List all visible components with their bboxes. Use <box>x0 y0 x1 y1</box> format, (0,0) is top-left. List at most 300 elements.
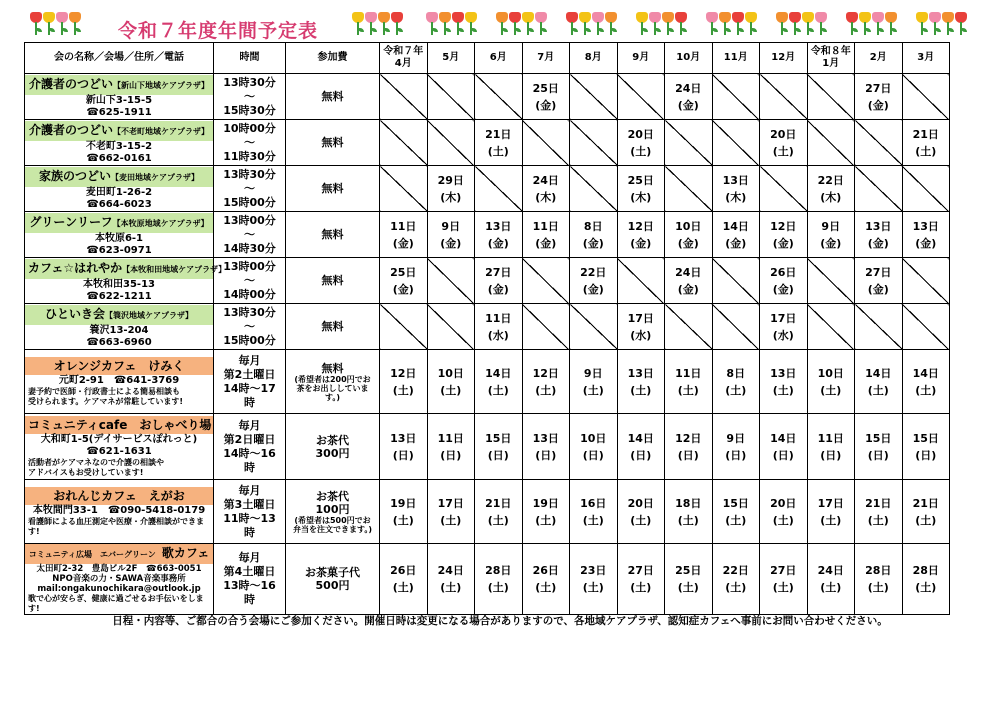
header-row <box>25 43 950 74</box>
venue-title: 家族のつどい <box>38 168 111 183</box>
tulip-icon <box>452 12 464 38</box>
date-cell <box>760 120 808 166</box>
time-cell <box>214 258 286 304</box>
date-cell <box>712 166 760 212</box>
date-day: 22日 <box>722 564 749 577</box>
date-cell <box>712 544 760 615</box>
date-day: 20日 <box>770 127 797 141</box>
no-session-cell <box>617 74 665 120</box>
venue-cell <box>25 74 214 120</box>
date-cell <box>855 414 903 480</box>
date-weekday: (土) <box>392 513 414 527</box>
no-session-cell <box>427 258 475 304</box>
tulip-icon <box>509 12 521 38</box>
tulip-group-2 <box>426 8 478 38</box>
tulip-icon <box>815 12 827 38</box>
date-weekday: (金) <box>392 236 414 250</box>
date-day: 13日 <box>770 366 797 380</box>
date-cell <box>855 350 903 414</box>
tulip-icon <box>802 12 814 38</box>
venue-title: 介護者のつどい <box>28 122 113 137</box>
tulip-icon <box>706 12 718 38</box>
date-weekday: (水) <box>630 328 652 342</box>
no-session-cell <box>570 304 618 350</box>
time-line: 15時30分 <box>223 103 276 117</box>
date-cell <box>712 480 760 544</box>
venue-title: カフェ☆はれやか <box>28 260 123 275</box>
date-weekday: (木) <box>630 190 652 204</box>
date-weekday: (金) <box>677 236 699 250</box>
tulip-icon <box>872 12 884 38</box>
tulip-group-left <box>30 8 82 38</box>
date-weekday: (土) <box>677 513 699 527</box>
header-month <box>902 43 950 74</box>
footer-note: 日程・内容等、ご都合の合う会場にご参加ください。開催日時は変更になる場合がありますので、各地域ケアプラザ、認知症カフェへ事前にお問い合わせください。 <box>112 615 888 627</box>
header-venue: 会の名称／会場／住所／電話 <box>25 43 214 74</box>
venue-location: 【本牧和田地域ケアプラザ】 <box>122 264 227 274</box>
date-day: 9日 <box>441 219 461 233</box>
fee-note: (希望者は500円でお <box>294 515 371 525</box>
header-month-label: 10月 <box>676 52 701 63</box>
venue-cell <box>25 212 214 258</box>
tulip-icon <box>439 12 451 38</box>
fee-cell <box>286 544 380 615</box>
page-title: 令和７年度年間予定表 <box>118 20 319 42</box>
date-day: 29日 <box>437 173 464 187</box>
no-session-cell <box>665 304 713 350</box>
no-session-cell <box>712 258 760 304</box>
time-cell <box>214 120 286 166</box>
date-weekday: (土) <box>820 513 842 527</box>
tulip-icon <box>776 12 788 38</box>
date-cell <box>380 544 428 615</box>
header-month-label: 3月 <box>917 52 935 63</box>
venue-location: 【簑沢地域ケアプラザ】 <box>105 310 193 320</box>
date-weekday: (日) <box>535 448 557 462</box>
time-cell <box>214 480 286 544</box>
date-day: 26日 <box>770 265 797 279</box>
time-line: 時 <box>244 525 255 539</box>
time-line: 15時00分 <box>223 195 276 209</box>
tulip-group-8 <box>846 8 898 38</box>
date-weekday: (水) <box>772 328 794 342</box>
date-day: 14日 <box>722 219 749 233</box>
venue-address-line: 本牧和田35-13 <box>83 278 155 290</box>
date-cell <box>902 212 950 258</box>
date-weekday: (金) <box>867 98 889 112</box>
date-cell <box>665 480 713 544</box>
venue-address-line: ☎622-1211 <box>86 290 152 302</box>
date-day: 14日 <box>627 431 654 445</box>
time-cell <box>214 350 286 414</box>
time-line: ～ <box>244 181 255 195</box>
header-month-era: 令和８年 <box>810 46 851 57</box>
date-cell <box>617 414 665 480</box>
date-weekday: (土) <box>820 581 842 594</box>
date-weekday: (土) <box>630 383 652 397</box>
date-cell <box>427 480 475 544</box>
date-weekday: (土) <box>487 513 509 527</box>
fee-cell <box>286 166 380 212</box>
time-line: 時 <box>244 460 255 474</box>
date-cell <box>380 350 428 414</box>
venue-title: おれんじカフェ えがお <box>53 488 185 503</box>
date-day: 10日 <box>817 366 844 380</box>
no-session-cell <box>570 120 618 166</box>
fee-cell <box>286 480 380 544</box>
header-month <box>617 43 665 74</box>
date-day: 27日 <box>770 564 797 577</box>
tulip-group-5 <box>636 8 688 38</box>
date-cell <box>902 414 950 480</box>
tulip-icon <box>885 12 897 38</box>
no-session-cell <box>855 304 903 350</box>
date-day: 12日 <box>675 431 702 445</box>
date-weekday: (土) <box>677 581 699 594</box>
date-weekday: (土) <box>677 383 699 397</box>
date-weekday: (金) <box>725 236 747 250</box>
date-day: 14日 <box>865 366 892 380</box>
date-weekday: (金) <box>867 236 889 250</box>
time-line: 第4土曜日 <box>223 565 276 578</box>
tulip-icon <box>30 12 42 38</box>
date-day: 18日 <box>675 496 702 510</box>
date-weekday: (木) <box>535 190 557 204</box>
no-session-cell <box>522 258 570 304</box>
venue-cell <box>25 304 214 350</box>
date-cell <box>760 212 808 258</box>
date-cell <box>475 212 523 258</box>
date-weekday: (土) <box>392 383 414 397</box>
venue-address-line: 本牧間門33-1 ☎090-5418-0179 <box>32 504 206 516</box>
venue-address-line: 太田町2-32 豊島ビル2F ☎663-0051 <box>36 564 202 574</box>
date-cell <box>475 258 523 304</box>
header-month-label: 11月 <box>723 52 748 63</box>
date-cell <box>665 258 713 304</box>
table-row <box>25 166 950 212</box>
date-cell <box>665 544 713 615</box>
tulip-icon <box>535 12 547 38</box>
date-cell <box>475 120 523 166</box>
date-cell <box>807 544 855 615</box>
tulip-group-4 <box>566 8 618 38</box>
venue-location: 【不老町地域ケアプラザ】 <box>113 126 209 136</box>
header-month <box>855 43 903 74</box>
fee-cell <box>286 120 380 166</box>
date-cell <box>427 544 475 615</box>
date-weekday: (土) <box>630 144 652 158</box>
date-day: 14日 <box>912 366 939 380</box>
date-day: 16日 <box>580 496 607 510</box>
date-cell <box>522 350 570 414</box>
date-weekday: (土) <box>772 513 794 527</box>
date-day: 20日 <box>770 496 797 510</box>
venue-address-line: 麦田町1-26-2 <box>85 186 153 198</box>
venue-address-line: ☎625-1911 <box>86 106 152 118</box>
venue-title: グリーンリーフ <box>29 214 113 229</box>
fee-line: 無料 <box>321 274 344 287</box>
no-session-cell <box>380 74 428 120</box>
date-day: 13日 <box>485 219 512 233</box>
time-line: ～ <box>244 89 255 103</box>
fee-line: 無料 <box>321 136 344 149</box>
no-session-cell <box>665 120 713 166</box>
date-day: 24日 <box>817 564 844 577</box>
venue-address-line: ☎663-6960 <box>86 336 152 348</box>
tulip-icon <box>662 12 674 38</box>
time-line: 毎月 <box>238 353 261 367</box>
date-day: 13日 <box>912 219 939 233</box>
venue-address-line: ☎664-6023 <box>86 198 152 210</box>
date-weekday: (金) <box>535 98 557 112</box>
no-session-cell <box>665 166 713 212</box>
date-day: 10日 <box>437 366 464 380</box>
date-weekday: (金) <box>582 236 604 250</box>
tulip-group-3 <box>496 8 548 38</box>
date-day: 12日 <box>390 366 417 380</box>
venue-cell <box>25 120 214 166</box>
date-weekday: (日) <box>630 448 652 462</box>
date-weekday: (土) <box>725 383 747 397</box>
time-line: 13時30分 <box>223 167 276 181</box>
venue-location: コミュニティ広場 エバーグリーン <box>28 550 156 559</box>
no-session-cell <box>380 166 428 212</box>
date-day: 21日 <box>485 496 512 510</box>
date-weekday: (日) <box>820 448 842 462</box>
venue-title: 介護者のつどい <box>28 76 113 91</box>
date-day: 27日 <box>627 564 654 577</box>
venue-address-line: 不老町3-15-2 <box>85 140 153 152</box>
date-weekday: (日) <box>867 448 889 462</box>
venue-location: 【本牧原地域ケアプラザ】 <box>112 218 209 228</box>
no-session-cell <box>902 304 950 350</box>
no-session-cell <box>522 304 570 350</box>
time-line: 11時～13 <box>223 511 276 525</box>
tulip-icon <box>465 12 477 38</box>
date-weekday: (金) <box>630 236 652 250</box>
date-cell <box>665 74 713 120</box>
date-cell <box>427 414 475 480</box>
tulip-group-9 <box>916 8 968 38</box>
tulip-icon <box>929 12 941 38</box>
tulip-icon <box>352 12 364 38</box>
date-cell <box>475 480 523 544</box>
fee-note: 茶をお出ししていま <box>296 383 369 393</box>
no-session-cell <box>712 120 760 166</box>
time-line: ～ <box>244 319 255 333</box>
date-cell <box>380 480 428 544</box>
date-cell <box>380 414 428 480</box>
venue-cell <box>25 258 227 304</box>
date-cell <box>665 212 713 258</box>
date-day: 23日 <box>580 564 607 577</box>
tulip-icon <box>496 12 508 38</box>
table-row <box>25 480 950 544</box>
date-cell <box>807 212 855 258</box>
date-weekday: (土) <box>535 581 557 594</box>
fee-line: 無料 <box>321 90 344 103</box>
no-session-cell <box>807 258 855 304</box>
no-session-cell <box>617 258 665 304</box>
date-day: 28日 <box>865 564 892 577</box>
date-weekday: (日) <box>582 448 604 462</box>
table-row <box>25 212 950 258</box>
no-session-cell <box>427 120 475 166</box>
time-line: 15時00分 <box>223 333 276 347</box>
venue-note: 歌で心が安らぎ、健康に過ごせるお手伝いをします! <box>28 594 204 613</box>
date-cell <box>855 544 903 615</box>
tulip-icon <box>43 12 55 38</box>
venue-title: コミュニティcafe おしゃべり場 <box>28 417 212 432</box>
date-cell <box>760 544 808 615</box>
date-cell <box>760 350 808 414</box>
date-cell <box>522 166 570 212</box>
date-cell <box>902 544 950 615</box>
venue-title: 歌カフェ <box>161 546 210 560</box>
tulip-icon <box>391 12 403 38</box>
date-day: 17日 <box>627 311 654 325</box>
date-cell <box>712 212 760 258</box>
time-cell <box>214 166 286 212</box>
header-month-label: 7月 <box>537 52 555 63</box>
time-line: 14時～17 <box>223 381 276 395</box>
time-cell <box>214 212 286 258</box>
venue-address-line: ☎662-0161 <box>86 152 152 164</box>
date-day: 13日 <box>532 431 559 445</box>
venue-address-line: mail:ongakunochikara@outlook.jp <box>37 584 201 594</box>
date-weekday: (土) <box>440 513 462 527</box>
tulip-icon <box>719 12 731 38</box>
no-session-cell <box>807 74 855 120</box>
date-day: 11日 <box>485 311 512 325</box>
date-day: 26日 <box>390 564 417 577</box>
header-month-label: 8月 <box>584 52 602 63</box>
no-session-cell <box>380 304 428 350</box>
date-day: 15日 <box>912 431 939 445</box>
no-session-cell <box>712 304 760 350</box>
time-cell <box>214 74 286 120</box>
date-cell <box>760 304 808 350</box>
venue-address-line: 大和町1-5(デイサービスぽれっと) <box>40 433 198 445</box>
date-weekday: (土) <box>392 581 414 594</box>
date-weekday: (金) <box>772 282 794 296</box>
date-cell <box>902 350 950 414</box>
date-cell <box>475 350 523 414</box>
tulip-icon <box>636 12 648 38</box>
date-cell <box>617 350 665 414</box>
tulip-icon <box>675 12 687 38</box>
time-line: 第2日曜日 <box>223 432 276 446</box>
venue-name <box>25 305 213 325</box>
tulip-group-6 <box>706 8 758 38</box>
date-cell <box>475 414 523 480</box>
venue-name <box>25 357 213 375</box>
date-day: 21日 <box>485 127 512 141</box>
date-weekday: (土) <box>867 513 889 527</box>
date-cell <box>760 258 808 304</box>
table-row <box>25 544 950 615</box>
tulip-icon <box>56 12 68 38</box>
date-cell <box>522 544 570 615</box>
date-day: 28日 <box>912 564 939 577</box>
tulip-icon <box>605 12 617 38</box>
header-month <box>712 43 760 74</box>
tulip-icon <box>732 12 744 38</box>
venue-location: 【麦田地域ケアプラザ】 <box>111 172 199 182</box>
date-day: 20日 <box>627 127 654 141</box>
date-day: 9日 <box>821 219 841 233</box>
date-day: 21日 <box>865 496 892 510</box>
time-line: ～ <box>244 135 255 149</box>
date-day: 20日 <box>627 496 654 510</box>
header-month <box>475 43 523 74</box>
venue-name <box>25 167 213 187</box>
date-weekday: (土) <box>487 383 509 397</box>
time-cell <box>214 304 286 350</box>
date-weekday: (木) <box>820 190 842 204</box>
date-day: 22日 <box>580 265 607 279</box>
date-cell <box>522 414 570 480</box>
date-cell <box>570 212 618 258</box>
venue-title: ひといき会 <box>44 306 105 321</box>
time-line: 第3土曜日 <box>223 497 276 511</box>
venue-name <box>25 487 213 505</box>
date-cell <box>855 258 903 304</box>
date-day: 17日 <box>437 496 464 510</box>
no-session-cell <box>760 74 808 120</box>
tulip-group-7 <box>776 8 828 38</box>
no-session-cell <box>427 74 475 120</box>
date-cell <box>570 480 618 544</box>
time-line: 毎月 <box>238 551 261 564</box>
time-line: 時 <box>244 395 255 409</box>
time-line: 時 <box>244 593 255 606</box>
date-weekday: (土) <box>582 383 604 397</box>
fee-line: 無料 <box>321 182 344 195</box>
date-cell <box>617 480 665 544</box>
header-month-label: 12月 <box>771 52 796 63</box>
title-bar <box>0 8 1000 44</box>
date-cell <box>427 212 475 258</box>
date-cell <box>807 350 855 414</box>
date-weekday: (日) <box>772 448 794 462</box>
tulip-icon <box>522 12 534 38</box>
time-line: 14時～16 <box>223 446 276 460</box>
date-cell <box>617 166 665 212</box>
fee-cell <box>286 304 380 350</box>
date-cell <box>760 414 808 480</box>
no-session-cell <box>380 120 428 166</box>
date-day: 10日 <box>580 431 607 445</box>
date-weekday: (金) <box>867 282 889 296</box>
date-cell <box>570 414 618 480</box>
date-day: 21日 <box>912 127 939 141</box>
date-weekday: (土) <box>867 581 889 594</box>
header-month <box>570 43 618 74</box>
date-day: 9日 <box>583 366 603 380</box>
date-cell <box>807 480 855 544</box>
date-day: 8日 <box>726 366 746 380</box>
date-weekday: (金) <box>582 282 604 296</box>
date-weekday: (金) <box>392 282 414 296</box>
date-weekday: (金) <box>677 98 699 112</box>
date-cell <box>712 414 760 480</box>
tulip-icon <box>789 12 801 38</box>
date-weekday: (金) <box>677 282 699 296</box>
tulip-icon <box>365 12 377 38</box>
header-fee: 参加費 <box>286 43 380 74</box>
venue-cell <box>25 480 214 544</box>
